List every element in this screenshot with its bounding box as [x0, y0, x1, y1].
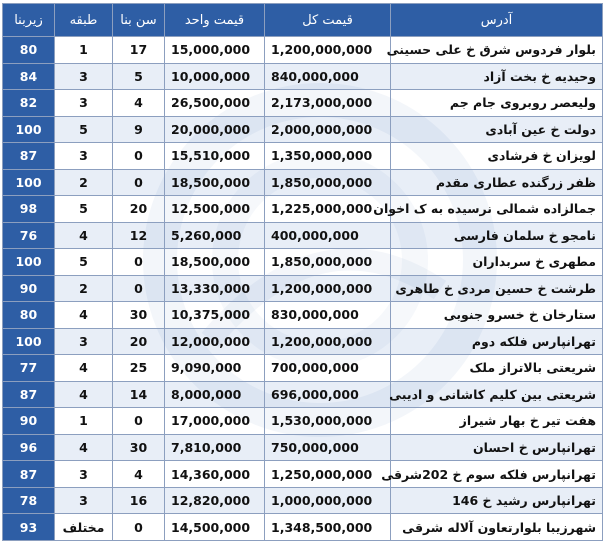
table-header-row [3, 4, 603, 37]
cell-floor: 4 [55, 434, 113, 461]
cell-building-age: 12 [113, 222, 165, 249]
cell-address: تهرانپارس خ احسان [391, 434, 603, 461]
cell-address: جمالزاده شمالی نرسیده به ک اخوان [391, 196, 603, 223]
cell-unit-price: 13,330,000 [165, 275, 265, 302]
cell-building-age: 5 [113, 63, 165, 90]
apartment-price-table [2, 3, 603, 541]
cell-floor: 4 [55, 381, 113, 408]
cell-building-age: 14 [113, 381, 165, 408]
cell-total-price: 1,200,000,000 [265, 328, 391, 355]
cell-area: 87 [3, 461, 55, 488]
cell-building-age: 0 [113, 169, 165, 196]
cell-address: تهرانپارس رشید خ 146 [391, 487, 603, 514]
table-row [3, 514, 603, 541]
cell-floor: 3 [55, 487, 113, 514]
cell-unit-price: 12,500,000 [165, 196, 265, 223]
table-row [3, 90, 603, 117]
cell-building-age: 30 [113, 302, 165, 329]
header-total-price: قیمت کل [265, 4, 391, 37]
cell-total-price: 750,000,000 [265, 434, 391, 461]
cell-area: 93 [3, 514, 55, 541]
cell-unit-price: 20,000,000 [165, 116, 265, 143]
cell-address: بلوار فردوس شرق خ علی حسینی [391, 37, 603, 64]
cell-unit-price: 18,500,000 [165, 249, 265, 276]
cell-floor: 3 [55, 143, 113, 170]
cell-floor: 5 [55, 116, 113, 143]
cell-address: ستارخان خ خسرو جنوبی [391, 302, 603, 329]
table-row [3, 355, 603, 382]
cell-building-age: 0 [113, 275, 165, 302]
cell-floor: 2 [55, 169, 113, 196]
cell-floor: 4 [55, 302, 113, 329]
cell-total-price: 2,173,000,000 [265, 90, 391, 117]
cell-area: 87 [3, 381, 55, 408]
cell-total-price: 1,200,000,000 [265, 37, 391, 64]
table-row [3, 143, 603, 170]
cell-building-age: 0 [113, 408, 165, 435]
cell-building-age: 20 [113, 328, 165, 355]
cell-total-price: 1,350,000,000 [265, 143, 391, 170]
cell-area: 100 [3, 116, 55, 143]
cell-building-age: 0 [113, 249, 165, 276]
table-row [3, 302, 603, 329]
cell-unit-price: 12,000,000 [165, 328, 265, 355]
cell-total-price: 2,000,000,000 [265, 116, 391, 143]
cell-unit-price: 10,375,000 [165, 302, 265, 329]
table-row [3, 222, 603, 249]
cell-address: شریعتی بالاتراز ملک [391, 355, 603, 382]
table-row [3, 37, 603, 64]
cell-building-age: 4 [113, 90, 165, 117]
cell-area: 100 [3, 169, 55, 196]
cell-area: 77 [3, 355, 55, 382]
cell-total-price: 1,850,000,000 [265, 249, 391, 276]
header-unit-price: قیمت واحد [165, 4, 265, 37]
cell-floor: 3 [55, 461, 113, 488]
cell-unit-price: 10,000,000 [165, 63, 265, 90]
table-row [3, 408, 603, 435]
cell-total-price: 840,000,000 [265, 63, 391, 90]
cell-floor: 5 [55, 196, 113, 223]
cell-building-age: 0 [113, 143, 165, 170]
cell-unit-price: 15,000,000 [165, 37, 265, 64]
cell-area: 82 [3, 90, 55, 117]
cell-building-age: 20 [113, 196, 165, 223]
cell-total-price: 1,850,000,000 [265, 169, 391, 196]
cell-area: 76 [3, 222, 55, 249]
cell-address: لویزان خ فرشادی [391, 143, 603, 170]
cell-total-price: 1,225,000,000 [265, 196, 391, 223]
cell-address: تهرانپارس فلکه دوم [391, 328, 603, 355]
table-row [3, 461, 603, 488]
cell-area: 100 [3, 249, 55, 276]
cell-unit-price: 18,500,000 [165, 169, 265, 196]
table-row [3, 169, 603, 196]
cell-address: شهرزیبا بلوارتعاون آلاله شرقی [391, 514, 603, 541]
cell-address: ظفر زرگنده عطاری مقدم [391, 169, 603, 196]
cell-address: ولیعصر روبروی جام جم [391, 90, 603, 117]
cell-building-age: 9 [113, 116, 165, 143]
cell-unit-price: 7,810,000 [165, 434, 265, 461]
cell-floor: 3 [55, 328, 113, 355]
table-row [3, 249, 603, 276]
cell-floor: 4 [55, 222, 113, 249]
cell-total-price: 1,250,000,000 [265, 461, 391, 488]
cell-area: 100 [3, 328, 55, 355]
table-row [3, 63, 603, 90]
cell-total-price: 1,530,000,000 [265, 408, 391, 435]
header-floor: طبقه [55, 4, 113, 37]
cell-address: هفت تیر خ بهار شیراز [391, 408, 603, 435]
table-row [3, 116, 603, 143]
cell-unit-price: 17,000,000 [165, 408, 265, 435]
cell-total-price: 700,000,000 [265, 355, 391, 382]
cell-address: طرشت خ حسین مردی خ طاهری [391, 275, 603, 302]
cell-unit-price: 8,000,000 [165, 381, 265, 408]
cell-building-age: 4 [113, 461, 165, 488]
cell-building-age: 25 [113, 355, 165, 382]
cell-area: 78 [3, 487, 55, 514]
cell-address: تهرانپارس فلکه سوم خ 202شرقی [391, 461, 603, 488]
header-building-age: سن بنا [113, 4, 165, 37]
table-row [3, 196, 603, 223]
header-area: زیربنا [3, 4, 55, 37]
cell-floor: 1 [55, 408, 113, 435]
cell-building-age: 30 [113, 434, 165, 461]
cell-unit-price: 14,500,000 [165, 514, 265, 541]
cell-floor: 5 [55, 249, 113, 276]
cell-unit-price: 15,510,000 [165, 143, 265, 170]
cell-address: دولت خ عین آبادی [391, 116, 603, 143]
table-row [3, 381, 603, 408]
cell-unit-price: 26,500,000 [165, 90, 265, 117]
cell-floor: مختلف [55, 514, 113, 541]
table-row [3, 434, 603, 461]
cell-address: نامجو خ سلمان فارسی [391, 222, 603, 249]
cell-floor: 3 [55, 63, 113, 90]
cell-total-price: 696,000,000 [265, 381, 391, 408]
cell-building-age: 17 [113, 37, 165, 64]
cell-area: 80 [3, 37, 55, 64]
cell-total-price: 1,000,000,000 [265, 487, 391, 514]
cell-area: 84 [3, 63, 55, 90]
cell-unit-price: 14,360,000 [165, 461, 265, 488]
cell-area: 80 [3, 302, 55, 329]
cell-floor: 3 [55, 90, 113, 117]
table-row [3, 328, 603, 355]
cell-total-price: 1,348,500,000 [265, 514, 391, 541]
cell-total-price: 830,000,000 [265, 302, 391, 329]
cell-total-price: 400,000,000 [265, 222, 391, 249]
cell-unit-price: 12,820,000 [165, 487, 265, 514]
table-row [3, 487, 603, 514]
cell-address: مطهری خ سربداران [391, 249, 603, 276]
cell-floor: 2 [55, 275, 113, 302]
header-address: آدرس [391, 4, 603, 37]
cell-building-age: 0 [113, 514, 165, 541]
cell-area: 90 [3, 275, 55, 302]
cell-unit-price: 5,260,000 [165, 222, 265, 249]
cell-address: وحیدیه خ بخت آزاد [391, 63, 603, 90]
cell-area: 87 [3, 143, 55, 170]
cell-address: شریعتی بین کلیم کاشانی و ادیبی [391, 381, 603, 408]
cell-total-price: 1,200,000,000 [265, 275, 391, 302]
cell-area: 90 [3, 408, 55, 435]
cell-unit-price: 9,090,000 [165, 355, 265, 382]
cell-floor: 4 [55, 355, 113, 382]
cell-floor: 1 [55, 37, 113, 64]
cell-area: 98 [3, 196, 55, 223]
table-row [3, 275, 603, 302]
cell-area: 96 [3, 434, 55, 461]
cell-building-age: 16 [113, 487, 165, 514]
